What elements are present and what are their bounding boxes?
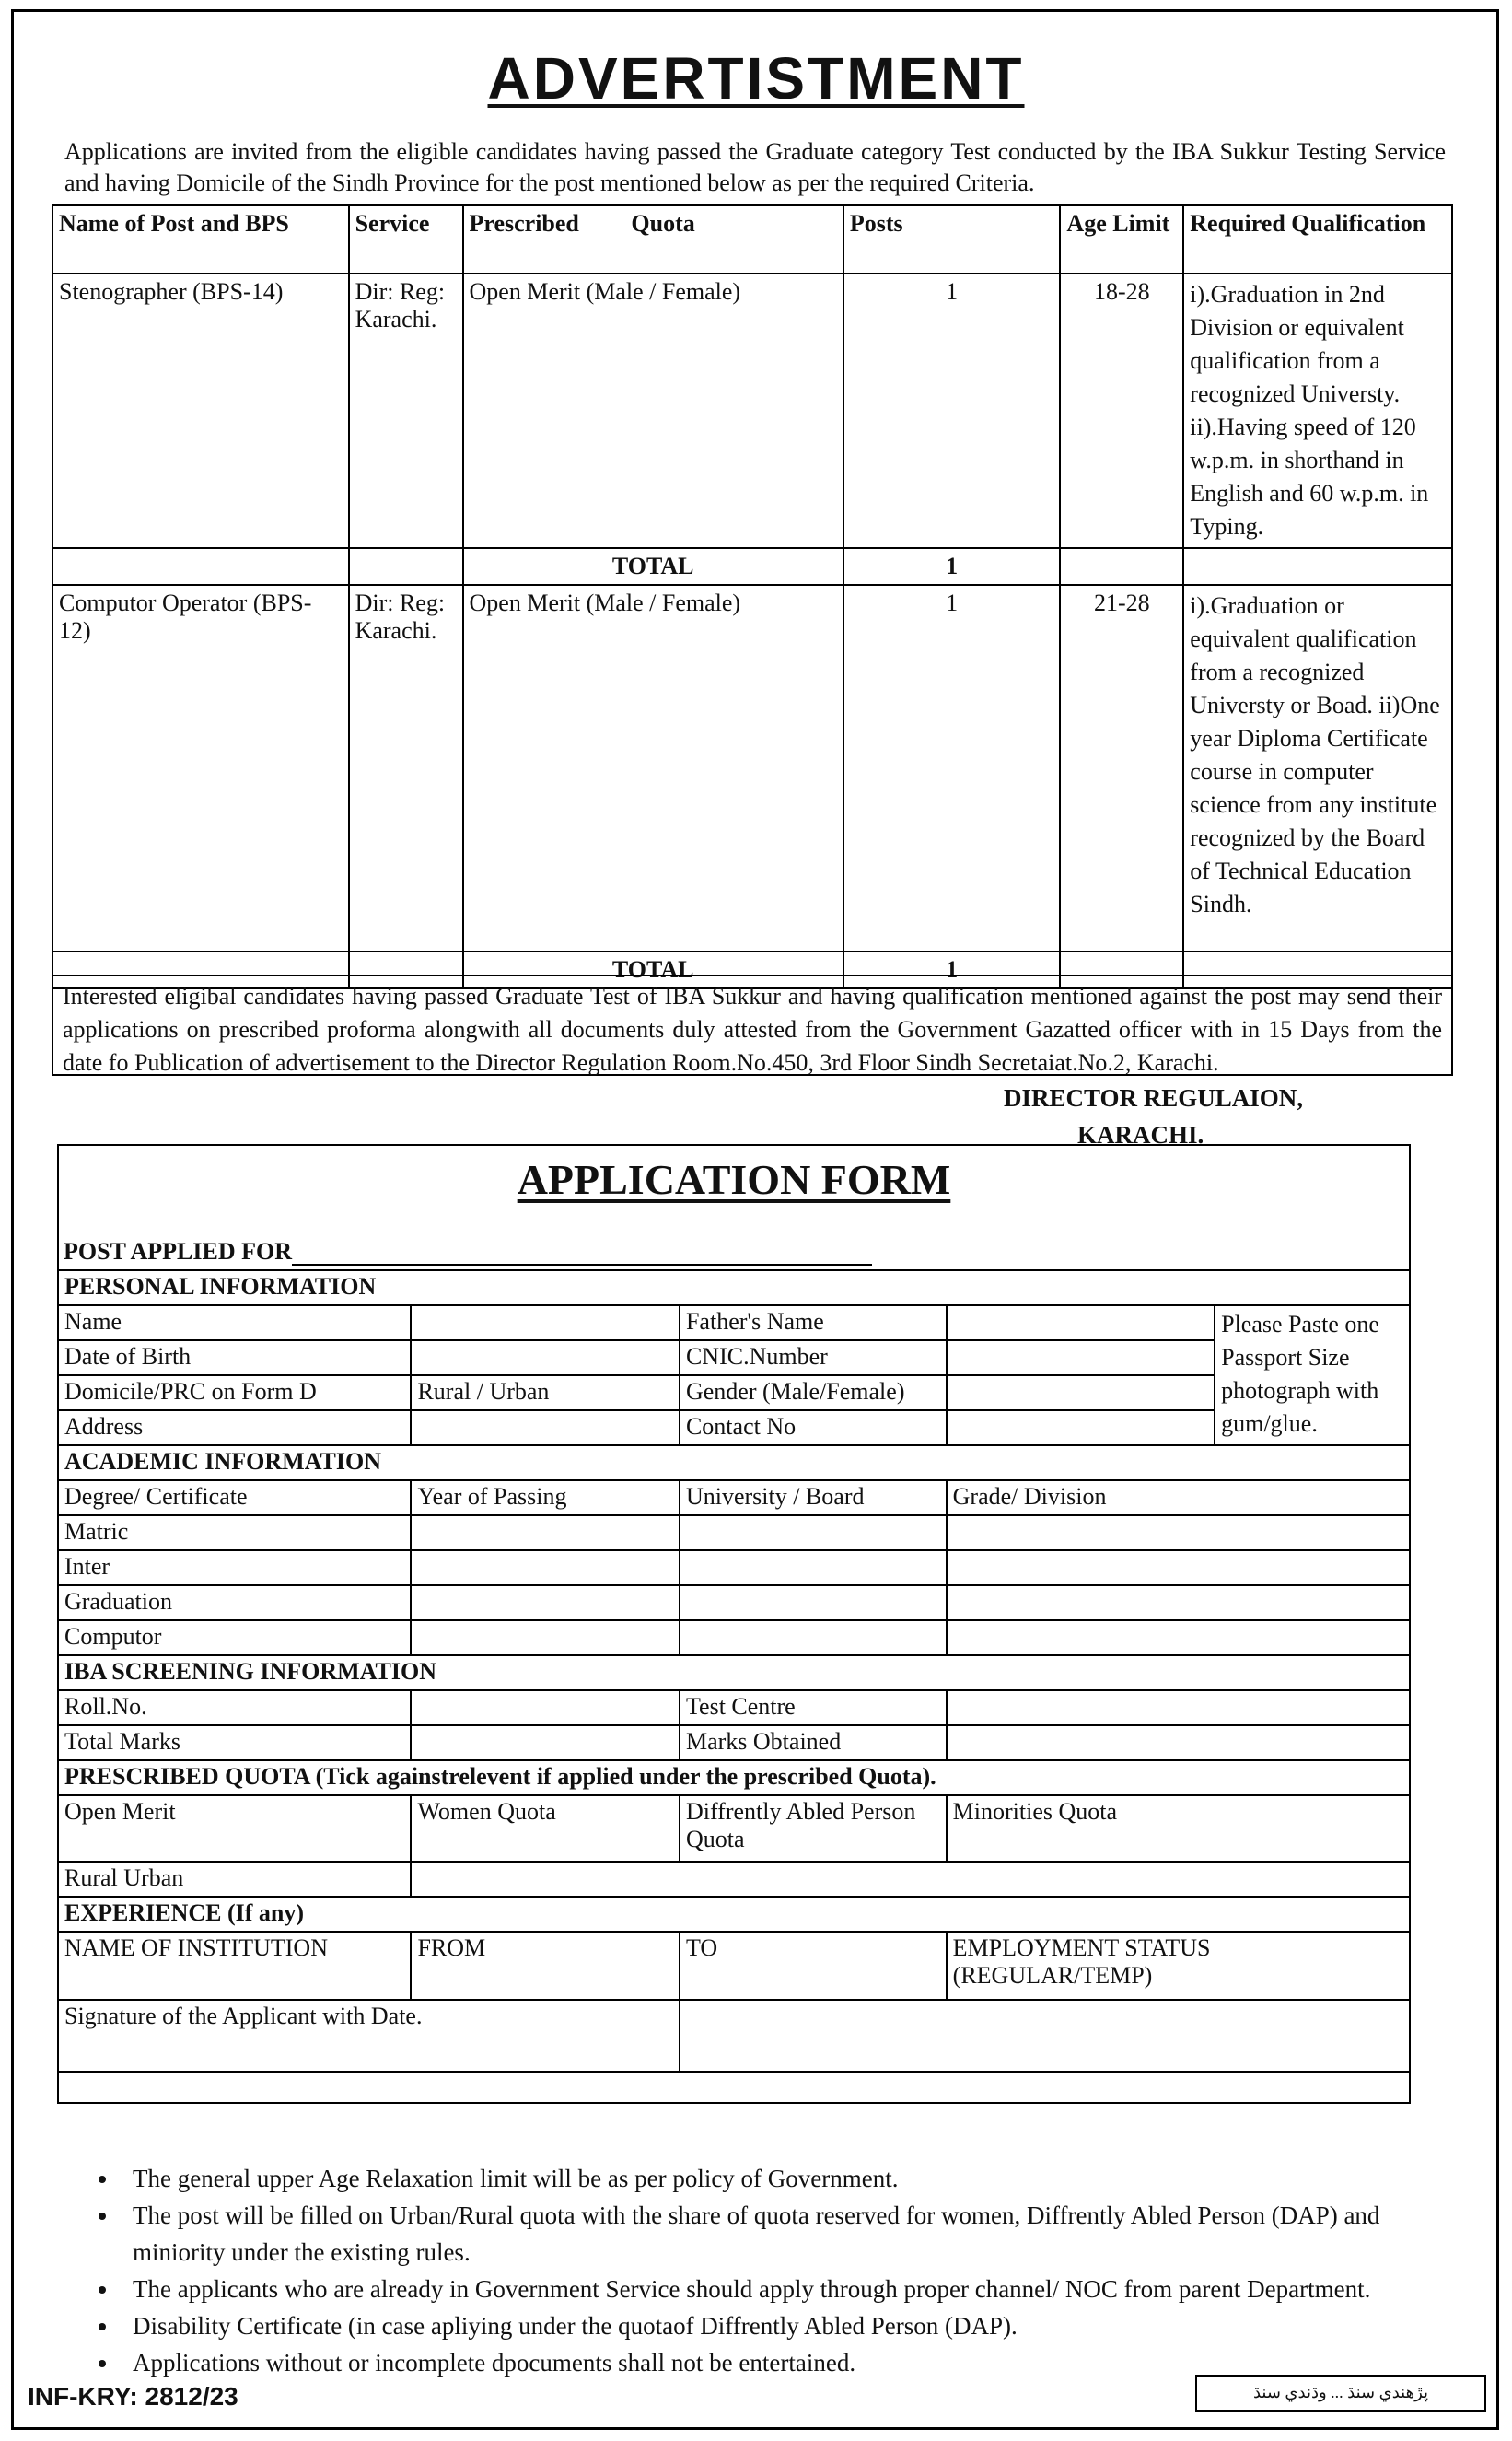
computor-board-input[interactable]: [680, 1620, 947, 1655]
post-applied-row: [58, 1225, 1410, 1270]
row1-quota: Open Merit (Male / Female): [463, 274, 843, 548]
exp-status: EMPLOYMENT STATUS (REGULAR/TEMP): [947, 1932, 1410, 2000]
total-marks-input[interactable]: [411, 1725, 680, 1760]
name-label: Name: [58, 1305, 411, 1340]
signature-input[interactable]: [680, 2000, 1410, 2072]
academic-row-computor: Computor: [58, 1620, 411, 1655]
graduation-board-input[interactable]: [680, 1585, 947, 1620]
posts-table: [52, 204, 1453, 989]
quota-dap[interactable]: Diffrently Abled Person Quota: [680, 1795, 947, 1862]
experience-heading: EXPERIENCE (If any): [58, 1897, 1410, 1932]
dob-input[interactable]: [411, 1340, 680, 1375]
dob-label: Date of Birth: [58, 1340, 411, 1375]
domicile-label: Domicile/PRC on Form D: [58, 1375, 411, 1410]
matric-grade-input[interactable]: [947, 1515, 1410, 1550]
total-marks-label: Total Marks: [58, 1725, 411, 1760]
matric-year-input[interactable]: [411, 1515, 680, 1550]
roll-label: Roll.No.: [58, 1690, 411, 1725]
contact-input[interactable]: [947, 1410, 1215, 1445]
address-label: Address: [58, 1410, 411, 1445]
exp-institution: NAME OF INSTITUTION: [58, 1932, 411, 2000]
gender-input[interactable]: [947, 1375, 1215, 1410]
rural-urban-label: Rural / Urban: [411, 1375, 680, 1410]
academic-col-board: University / Board: [680, 1480, 947, 1515]
exp-from: FROM: [411, 1932, 680, 2000]
inter-grade-input[interactable]: [947, 1550, 1410, 1585]
notes-list: [83, 2160, 1464, 2381]
computor-year-input[interactable]: [411, 1620, 680, 1655]
obtained-input[interactable]: [947, 1725, 1410, 1760]
cnic-input[interactable]: [947, 1340, 1215, 1375]
notice-paragraph: Interested eligibal candidates having passed Graduate Test of IBA Sukkur and having qualification mentioned against the post may send their applications on prescribed proforma alongwith all documents duly attested from the Government Gazatted officer with in 15 Days from the date fo Publication of advertisement to the Director Regulation Room.No.450, 3rd Floor Sindh Secretaiat.No.2, Karachi.: [52, 975, 1453, 1076]
advertisement-title: ADVERTISTMENT: [487, 45, 1025, 111]
header-prescribed: Prescribed: [469, 210, 579, 237]
inter-board-input[interactable]: [680, 1550, 947, 1585]
computor-grade-input[interactable]: [947, 1620, 1410, 1655]
row1-total-value: 1: [843, 548, 1061, 585]
photo-box: Please Paste one Passport Size photograph with gum/glue.: [1215, 1305, 1410, 1445]
header-quota: Quota: [631, 210, 695, 237]
academic-row-matric: Matric: [58, 1515, 411, 1550]
personal-heading: PERSONAL INFORMATION: [58, 1270, 1410, 1305]
row2-service: Dir: Reg: Karachi.: [349, 585, 463, 952]
quota-minorities[interactable]: Minorities Quota: [947, 1795, 1410, 1862]
graduation-year-input[interactable]: [411, 1585, 680, 1620]
academic-heading: ACADEMIC INFORMATION: [58, 1445, 1410, 1480]
note-item: • The applicants who are already in Government Service should apply through proper channel/ NOC from parent Department.: [120, 2271, 1464, 2307]
director-city: KARACHI.: [1077, 1121, 1204, 1149]
fathers-name-input[interactable]: [947, 1305, 1215, 1340]
row2-posts: 1: [843, 585, 1061, 952]
quota-women[interactable]: Women Quota: [411, 1795, 680, 1862]
header-posts: Posts: [843, 205, 1061, 274]
contact-label: Contact No: [680, 1410, 947, 1445]
footer-reference: INF-KRY: 2812/23: [28, 2382, 238, 2411]
row2-qualification: i).Graduation or equivalent qualification from a recognized Universty or Boad. ii)One year Diploma Certificate course in computer science from any institute recognized by the Board of Technical Education Sindh.: [1183, 585, 1452, 952]
academic-row-graduation: Graduation: [58, 1585, 411, 1620]
graduation-grade-input[interactable]: [947, 1585, 1410, 1620]
header-prescribed-quota: [463, 205, 843, 274]
centre-label: Test Centre: [680, 1690, 947, 1725]
row2-total-value: 1: [843, 952, 1061, 988]
rural-urban-input[interactable]: [411, 1862, 1410, 1897]
post-applied-input[interactable]: [292, 1242, 872, 1266]
header-age: Age Limit: [1060, 205, 1183, 274]
row1-posts: 1: [843, 274, 1061, 548]
address-input[interactable]: [411, 1410, 680, 1445]
row1-total-label: TOTAL: [463, 548, 843, 585]
note-item: • The post will be filled on Urban/Rural quota with the share of quota reserved for women, Diffrently Abled Person (DAP) and miniority under the existing rules.: [120, 2197, 1464, 2271]
header-qualification: Required Qualification: [1183, 205, 1452, 274]
quota-heading: PRESCRIBED QUOTA (Tick againstrelevent if applied under the prescribed Quota).: [58, 1760, 1410, 1795]
row2-quota: Open Merit (Male / Female): [463, 585, 843, 952]
quota-rural-urban: Rural Urban: [58, 1862, 411, 1897]
academic-col-degree: Degree/ Certificate: [58, 1480, 411, 1515]
iba-heading: IBA SCREENING INFORMATION: [58, 1655, 1410, 1690]
centre-input[interactable]: [947, 1690, 1410, 1725]
row1-service: Dir: Reg: Karachi.: [349, 274, 463, 548]
note-item: • The general upper Age Relaxation limit will be as per policy of Government.: [120, 2160, 1464, 2197]
header-service: Service: [349, 205, 463, 274]
sindh-slogan: پڙهندي سنڌ ... وڌندي سنڌ: [1195, 2375, 1486, 2412]
quota-open-merit[interactable]: Open Merit: [58, 1795, 411, 1862]
matric-board-input[interactable]: [680, 1515, 947, 1550]
note-item: • Disability Certificate (in case apliying under the quotaof Diffrently Abled Person (DAP).: [120, 2307, 1464, 2344]
note-item: • Applications without or incomplete dpocuments shall not be entertained.: [120, 2344, 1464, 2381]
signature-label: Signature of the Applicant with Date.: [58, 2000, 680, 2072]
director-title: DIRECTOR REGULAION,: [1004, 1084, 1304, 1112]
obtained-label: Marks Obtained: [680, 1725, 947, 1760]
post-applied-label: POST APPLIED FOR: [64, 1238, 293, 1265]
name-input[interactable]: [411, 1305, 680, 1340]
row1-qualification: i).Graduation in 2nd Division or equivalent qualification from a recognized Universty. ii).Having speed of 120 w.p.m. in shorthand in English and 60 w.p.m. in Typing.: [1183, 274, 1452, 548]
cnic-label: CNIC.Number: [680, 1340, 947, 1375]
form-title: APPLICATION FORM: [517, 1156, 951, 1203]
roll-input[interactable]: [411, 1690, 680, 1725]
row1-name: Stenographer (BPS-14): [52, 274, 349, 548]
row2-age: 21-28: [1060, 585, 1183, 952]
application-form-table: [57, 1225, 1411, 2073]
academic-col-year: Year of Passing: [411, 1480, 680, 1515]
row1-age: 18-28: [1060, 274, 1183, 548]
fathers-name-label: Father's Name: [680, 1305, 947, 1340]
row2-total-label: TOTAL: [463, 952, 843, 988]
academic-row-inter: Inter: [58, 1550, 411, 1585]
row2-name: Computor Operator (BPS-12): [52, 585, 349, 952]
intro-paragraph: Applications are invited from the eligible candidates having passed the Graduate category Test conducted by the IBA Sukkur Testing Service and having Domicile of the Sindh Province for the post mentioned below as per the required Criteria.: [64, 138, 1446, 196]
exp-to: TO: [680, 1932, 947, 2000]
inter-year-input[interactable]: [411, 1550, 680, 1585]
academic-col-grade: Grade/ Division: [947, 1480, 1410, 1515]
director-signature: [1004, 1080, 1303, 1153]
gender-label: Gender (Male/Female): [680, 1375, 947, 1410]
header-name: Name of Post and BPS: [52, 205, 349, 274]
